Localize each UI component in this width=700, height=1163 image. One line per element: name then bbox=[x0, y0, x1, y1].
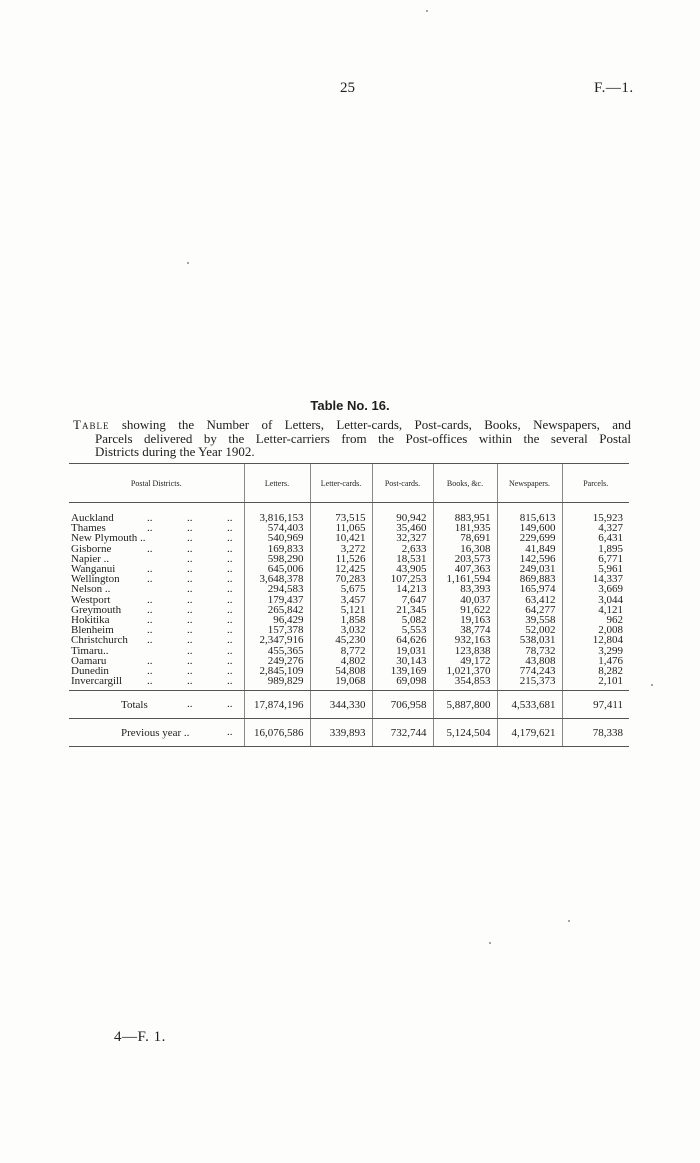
cell-books: 49,172 bbox=[433, 656, 497, 666]
cell-post-cards: 43,905 bbox=[372, 564, 433, 574]
cell-letter-cards: 70,283 bbox=[310, 574, 372, 584]
postal-districts-table bbox=[69, 463, 629, 747]
cell-books: 883,951 bbox=[433, 503, 497, 524]
leader-dots: .. bbox=[187, 698, 193, 711]
table-header-row bbox=[69, 464, 629, 503]
leader-dots: .. bbox=[147, 512, 153, 524]
district-name: Westport bbox=[71, 593, 111, 606]
cell-letters: 157,378 bbox=[244, 625, 310, 635]
leader-dots: .. bbox=[227, 593, 233, 606]
cell-parcels: 6,771 bbox=[562, 554, 629, 564]
caption-line-1-text: showing the Number of Letters, Letter-cards, Post-cards, Books, Newspapers, and bbox=[121, 417, 632, 432]
cell-letter-cards: 8,772 bbox=[310, 646, 372, 656]
cell-post-cards: 7,647 bbox=[372, 595, 433, 605]
district-name: Auckland bbox=[71, 512, 114, 524]
cell-district bbox=[69, 503, 244, 524]
cell-letter-cards: 5,121 bbox=[310, 605, 372, 615]
col-newspapers: Newspapers. bbox=[497, 464, 562, 503]
cell-books: 5,124,504 bbox=[433, 719, 497, 747]
cell-newspapers: 538,031 bbox=[497, 635, 562, 645]
col-letter-cards: Letter-cards. bbox=[310, 464, 372, 503]
cell-books: 19,163 bbox=[433, 615, 497, 625]
cell-post-cards: 35,460 bbox=[372, 523, 433, 533]
cell-letter-cards: 54,808 bbox=[310, 666, 372, 676]
leader-dots: .. bbox=[147, 654, 153, 667]
cell-newspapers: 215,373 bbox=[497, 676, 562, 691]
cell-post-cards: 21,345 bbox=[372, 605, 433, 615]
cell-letter-cards: 3,032 bbox=[310, 625, 372, 635]
cell-parcels: 78,338 bbox=[562, 719, 629, 747]
cell-parcels: 4,327 bbox=[562, 523, 629, 533]
cell-post-cards: 69,098 bbox=[372, 676, 433, 691]
leader-dots: .. bbox=[187, 552, 193, 565]
cell-newspapers: 4,533,681 bbox=[497, 691, 562, 719]
paper-speck bbox=[568, 920, 570, 922]
leader-dots: .. bbox=[227, 624, 233, 637]
cell-books: 83,393 bbox=[433, 584, 497, 594]
district-name: New Plymouth .. bbox=[71, 532, 146, 545]
district-name: Wellington bbox=[71, 573, 120, 586]
cell-letter-cards: 11,526 bbox=[310, 554, 372, 564]
cell-letters: 179,437 bbox=[244, 595, 310, 605]
cell-books: 181,935 bbox=[433, 523, 497, 533]
leader-dots: .. bbox=[147, 624, 153, 637]
cell-district bbox=[69, 676, 244, 691]
leader-dots: .. bbox=[147, 603, 153, 616]
cell-parcels: 12,804 bbox=[562, 635, 629, 645]
cell-parcels: 1,476 bbox=[562, 656, 629, 666]
cell-letter-cards: 12,425 bbox=[310, 564, 372, 574]
cell-books: 78,691 bbox=[433, 533, 497, 543]
cell-letters: 2,347,916 bbox=[244, 635, 310, 645]
leader-dots: .. bbox=[147, 593, 153, 606]
caption-line-1 bbox=[73, 418, 631, 432]
cell-letters: 294,583 bbox=[244, 584, 310, 594]
cell-post-cards: 5,553 bbox=[372, 625, 433, 635]
table-body bbox=[69, 503, 629, 747]
cell-parcels: 2,008 bbox=[562, 625, 629, 635]
leader-dots: .. bbox=[227, 552, 233, 565]
cell-books: 354,853 bbox=[433, 676, 497, 691]
cell-books: 40,037 bbox=[433, 595, 497, 605]
leader-dots: .. bbox=[187, 532, 193, 545]
leader-dots: .. bbox=[187, 665, 193, 678]
leader-dots: .. bbox=[227, 698, 233, 711]
cell-label bbox=[69, 691, 244, 719]
district-name: Dunedin bbox=[71, 665, 109, 678]
leader-dots: .. bbox=[227, 563, 233, 576]
col-letters: Letters. bbox=[244, 464, 310, 503]
leader-dots: .. bbox=[227, 573, 233, 586]
caption-line-3: Districts during the Year 1902. bbox=[95, 444, 255, 459]
cell-parcels: 97,411 bbox=[562, 691, 629, 719]
cell-letter-cards: 11,065 bbox=[310, 523, 372, 533]
district-name: Wanganui bbox=[71, 563, 116, 576]
cell-books: 203,573 bbox=[433, 554, 497, 564]
cell-post-cards: 706,958 bbox=[372, 691, 433, 719]
leader-dots: .. bbox=[187, 614, 193, 627]
paper-speck bbox=[426, 10, 428, 12]
cell-letters: 249,276 bbox=[244, 656, 310, 666]
cell-newspapers: 43,808 bbox=[497, 656, 562, 666]
district-name: Thames bbox=[71, 522, 106, 535]
cell-letter-cards: 10,421 bbox=[310, 533, 372, 543]
cell-letters: 3,648,378 bbox=[244, 574, 310, 584]
col-parcels: Parcels. bbox=[562, 464, 629, 503]
district-name: Nelson .. bbox=[71, 583, 111, 596]
leader-dots: .. bbox=[187, 675, 193, 688]
leader-dots: .. bbox=[227, 532, 233, 545]
leader-dots: .. bbox=[147, 665, 153, 678]
cell-letters: 265,842 bbox=[244, 605, 310, 615]
district-name: Gisborne bbox=[71, 542, 112, 555]
leader-dots: .. bbox=[187, 563, 193, 576]
district-name: Hokitika bbox=[71, 614, 110, 627]
leader-dots: .. bbox=[147, 634, 153, 647]
cell-post-cards: 90,942 bbox=[372, 503, 433, 524]
cell-post-cards: 64,626 bbox=[372, 635, 433, 645]
cell-letter-cards: 3,272 bbox=[310, 544, 372, 554]
cell-letters: 598,290 bbox=[244, 554, 310, 564]
leader-dots: .. bbox=[187, 593, 193, 606]
cell-letter-cards: 344,330 bbox=[310, 691, 372, 719]
leader-dots: .. bbox=[187, 542, 193, 555]
cell-letters: 540,969 bbox=[244, 533, 310, 543]
cell-parcels: 3,044 bbox=[562, 595, 629, 605]
cell-parcels: 962 bbox=[562, 615, 629, 625]
document-reference: F.—1. bbox=[594, 80, 634, 96]
cell-letter-cards: 3,457 bbox=[310, 595, 372, 605]
leader-dots: .. bbox=[227, 665, 233, 678]
cell-parcels: 5,961 bbox=[562, 564, 629, 574]
cell-parcels: 3,299 bbox=[562, 646, 629, 656]
leader-dots: .. bbox=[187, 522, 193, 535]
cell-books: 16,308 bbox=[433, 544, 497, 554]
totals-row bbox=[69, 691, 629, 719]
cell-post-cards: 32,327 bbox=[372, 533, 433, 543]
district-name: Timaru.. bbox=[71, 644, 109, 657]
paper-speck bbox=[651, 684, 653, 686]
leader-dots: .. bbox=[187, 644, 193, 657]
cell-letters: 169,833 bbox=[244, 544, 310, 554]
cell-newspapers: 815,613 bbox=[497, 503, 562, 524]
cell-newspapers: 52,002 bbox=[497, 625, 562, 635]
cell-letter-cards: 19,068 bbox=[310, 676, 372, 691]
cell-newspapers: 63,412 bbox=[497, 595, 562, 605]
cell-letters: 96,429 bbox=[244, 615, 310, 625]
cell-newspapers: 165,974 bbox=[497, 584, 562, 594]
cell-books: 5,887,800 bbox=[433, 691, 497, 719]
cell-books: 932,163 bbox=[433, 635, 497, 645]
leader-dots: .. bbox=[187, 654, 193, 667]
cell-letters: 645,006 bbox=[244, 564, 310, 574]
cell-letters: 16,076,586 bbox=[244, 719, 310, 747]
cell-newspapers: 4,179,621 bbox=[497, 719, 562, 747]
cell-newspapers: 142,596 bbox=[497, 554, 562, 564]
cell-newspapers: 39,558 bbox=[497, 615, 562, 625]
cell-letter-cards: 45,230 bbox=[310, 635, 372, 645]
caption-line-2: Parcels delivered by the Letter-carriers from the Post-offices within the several Postal bbox=[95, 430, 631, 446]
cell-post-cards: 107,253 bbox=[372, 574, 433, 584]
district-name: Oamaru bbox=[71, 654, 107, 667]
caption-lead: Table bbox=[73, 417, 110, 432]
cell-books: 1,161,594 bbox=[433, 574, 497, 584]
cell-post-cards: 139,169 bbox=[372, 666, 433, 676]
table-caption bbox=[73, 418, 631, 459]
leader-dots: .. bbox=[147, 675, 153, 688]
cell-parcels: 2,101 bbox=[562, 676, 629, 691]
cell-letter-cards: 73,515 bbox=[310, 503, 372, 524]
cell-newspapers: 229,699 bbox=[497, 533, 562, 543]
leader-dots: .. bbox=[147, 542, 153, 555]
totals-row-label: Totals bbox=[121, 698, 148, 711]
cell-books: 407,363 bbox=[433, 564, 497, 574]
district-name: Blenheim bbox=[71, 624, 114, 637]
cell-letters: 3,816,153 bbox=[244, 503, 310, 524]
cell-parcels: 4,121 bbox=[562, 605, 629, 615]
cell-parcels: 14,337 bbox=[562, 574, 629, 584]
cell-parcels: 1,895 bbox=[562, 544, 629, 554]
leader-dots: .. bbox=[187, 603, 193, 616]
previous-year-row bbox=[69, 719, 629, 747]
cell-newspapers: 149,600 bbox=[497, 523, 562, 533]
cell-post-cards: 5,082 bbox=[372, 615, 433, 625]
leader-dots: .. bbox=[227, 542, 233, 555]
leader-dots: .. bbox=[227, 726, 233, 739]
cell-post-cards: 732,744 bbox=[372, 719, 433, 747]
leader-dots: .. bbox=[227, 583, 233, 596]
cell-letters: 455,365 bbox=[244, 646, 310, 656]
leader-dots: .. bbox=[147, 522, 153, 535]
leader-dots: .. bbox=[147, 573, 153, 586]
cell-letter-cards: 5,675 bbox=[310, 584, 372, 594]
leader-dots: .. bbox=[227, 644, 233, 657]
cell-parcels: 3,669 bbox=[562, 584, 629, 594]
cell-newspapers: 41,849 bbox=[497, 544, 562, 554]
cell-post-cards: 30,143 bbox=[372, 656, 433, 666]
leader-dots: .. bbox=[187, 573, 193, 586]
previous-year-row-label: Previous year .. bbox=[121, 726, 190, 739]
leader-dots: .. bbox=[227, 614, 233, 627]
cell-newspapers: 249,031 bbox=[497, 564, 562, 574]
leader-dots: .. bbox=[227, 603, 233, 616]
cell-books: 91,622 bbox=[433, 605, 497, 615]
leader-dots: .. bbox=[227, 654, 233, 667]
district-name: Invercargill bbox=[71, 675, 123, 688]
cell-letters: 574,403 bbox=[244, 523, 310, 533]
leader-dots: .. bbox=[187, 583, 193, 596]
cell-books: 38,774 bbox=[433, 625, 497, 635]
cell-post-cards: 19,031 bbox=[372, 646, 433, 656]
leader-dots: .. bbox=[227, 522, 233, 535]
cell-books: 1,021,370 bbox=[433, 666, 497, 676]
cell-books: 123,838 bbox=[433, 646, 497, 656]
leader-dots: .. bbox=[227, 634, 233, 647]
leader-dots: .. bbox=[147, 614, 153, 627]
table-row bbox=[69, 676, 629, 691]
paper-speck bbox=[187, 262, 189, 264]
leader-dots: .. bbox=[187, 634, 193, 647]
cell-newspapers: 64,277 bbox=[497, 605, 562, 615]
col-postal-districts: Postal Districts. bbox=[69, 464, 244, 503]
cell-post-cards: 14,213 bbox=[372, 584, 433, 594]
leader-dots: .. bbox=[147, 563, 153, 576]
leader-dots: .. bbox=[227, 675, 233, 688]
table-row bbox=[69, 503, 629, 524]
cell-letter-cards: 4,802 bbox=[310, 656, 372, 666]
cell-parcels: 8,282 bbox=[562, 666, 629, 676]
cell-newspapers: 774,243 bbox=[497, 666, 562, 676]
col-books: Books, &c. bbox=[433, 464, 497, 503]
cell-label bbox=[69, 719, 244, 747]
cell-letters: 2,845,109 bbox=[244, 666, 310, 676]
cell-letter-cards: 1,858 bbox=[310, 615, 372, 625]
leader-dots: .. bbox=[227, 512, 233, 524]
signature-mark: 4—F. 1. bbox=[114, 1029, 166, 1045]
cell-post-cards: 18,531 bbox=[372, 554, 433, 564]
cell-newspapers: 78,732 bbox=[497, 646, 562, 656]
district-name: Christchurch bbox=[71, 634, 128, 647]
cell-letter-cards: 339,893 bbox=[310, 719, 372, 747]
paper-speck bbox=[489, 942, 491, 944]
district-name: Napier .. bbox=[71, 552, 110, 565]
leader-dots: .. bbox=[187, 512, 193, 524]
district-name: Greymouth bbox=[71, 603, 122, 616]
col-post-cards: Post-cards. bbox=[372, 464, 433, 503]
cell-parcels: 6,431 bbox=[562, 533, 629, 543]
cell-letters: 17,874,196 bbox=[244, 691, 310, 719]
cell-post-cards: 2,633 bbox=[372, 544, 433, 554]
cell-letters: 989,829 bbox=[244, 676, 310, 691]
table-title: Table No. 16. bbox=[310, 398, 390, 413]
page-number: 25 bbox=[340, 80, 355, 96]
leader-dots: .. bbox=[187, 624, 193, 637]
cell-newspapers: 869,883 bbox=[497, 574, 562, 584]
cell-parcels: 15,923 bbox=[562, 503, 629, 524]
